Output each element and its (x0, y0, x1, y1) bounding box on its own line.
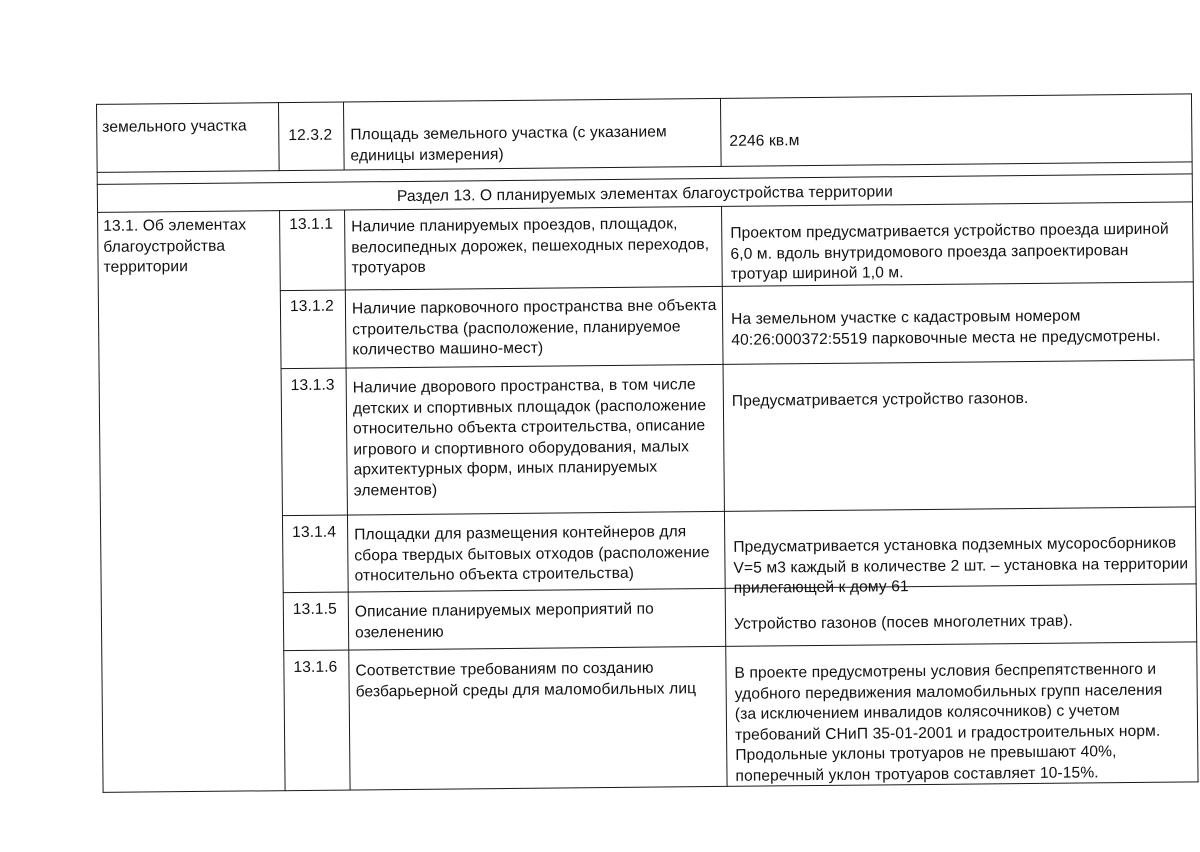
group-label-land-plot: земельного участка (102, 117, 247, 136)
row-13-1-5-bottom-border (283, 641, 1197, 651)
row-13-1-3-bottom-border (282, 506, 1196, 516)
section-title: Раздел 13. О планируемых элементах благоустройства территории (396, 183, 893, 206)
table-top-border (96, 93, 1192, 105)
row-value: Предусматривается устройство газонов. (731, 389, 1029, 410)
improvement-elements-table (88, 93, 1199, 794)
row-description: Площадки для размещения контейнеров для сбора твердых бытовых отходов (расположение относительно объекта строительства) (354, 523, 710, 585)
row-value: В проекте предусмотрены условия беспрепятственного и удобного передвижения маломобильных групп населения (за исключением инвалидов колясочников) с учетом требований СНиП 35-01-2001 и градостроительных норм. Продольные уклоны тротуаров не превышают 40%, поперечный уклон тротуаров составляет 10-15%. (734, 660, 1163, 785)
row-number: 13.1.2 (289, 297, 335, 316)
row-number: 13.1.6 (293, 658, 338, 677)
row-value: 2246 кв.м (729, 132, 800, 150)
description-column-border-lower (721, 206, 728, 787)
row-description: Наличие парковочного пространства вне объекта строительства (расположение, планируемое количество машино-мест) (351, 296, 717, 359)
row-description: Площадь земельного участка (с указанием единицы измерения) (350, 123, 667, 164)
group-label-13-1: 13.1. Об элементах благоустройства территории (103, 216, 247, 276)
row-value: Устройство газонов (посев многолетних трав). (733, 612, 1074, 633)
row-number: 13.1.1 (289, 215, 334, 234)
row-value: Проектом предусматривается устройство проезда шириной 6,0 м. вдоль внутридомового проезда запроектирован тротуар шириной 1,0 м. (730, 220, 1169, 283)
description-column-border (720, 98, 722, 167)
row-description: Соответствие требованиям по созданию безбарьерной среды для маломобильных лиц (355, 659, 697, 700)
row-description: Описание планируемых мероприятий по озеленению (354, 600, 654, 641)
row-13-1-2-bottom-border (281, 359, 1195, 369)
row-description: Наличие дворового пространства, в том числе детских и спортивных площадок (расположение относительно объекта строительства, описание игрового и спортивного оборудования, малых архитектурных форм, иных планируемых элементов) (352, 376, 707, 499)
row-number: 13.1.3 (290, 376, 335, 395)
row-number: 12.3.2 (288, 126, 333, 145)
row-value: Предусматривается установка подземных мусоросборников V=5 м3 каждый в количестве 2 шт. – установка на территории прилегающей к дому 61 (733, 534, 1189, 597)
group-column-border (278, 102, 280, 171)
row-description: Наличие планируемых проездов, площадок, велосипедных дорожек, пешеходных переходов, тротуаров (351, 215, 710, 277)
row-value: На земельном участке с кадастровым номером 40:26:000372:5519 парковочные места не предусмотрены. (731, 307, 1161, 349)
row-number: 13.1.5 (292, 600, 337, 619)
row-number: 13.1.4 (292, 523, 337, 542)
group-column-border-lower (279, 210, 286, 791)
